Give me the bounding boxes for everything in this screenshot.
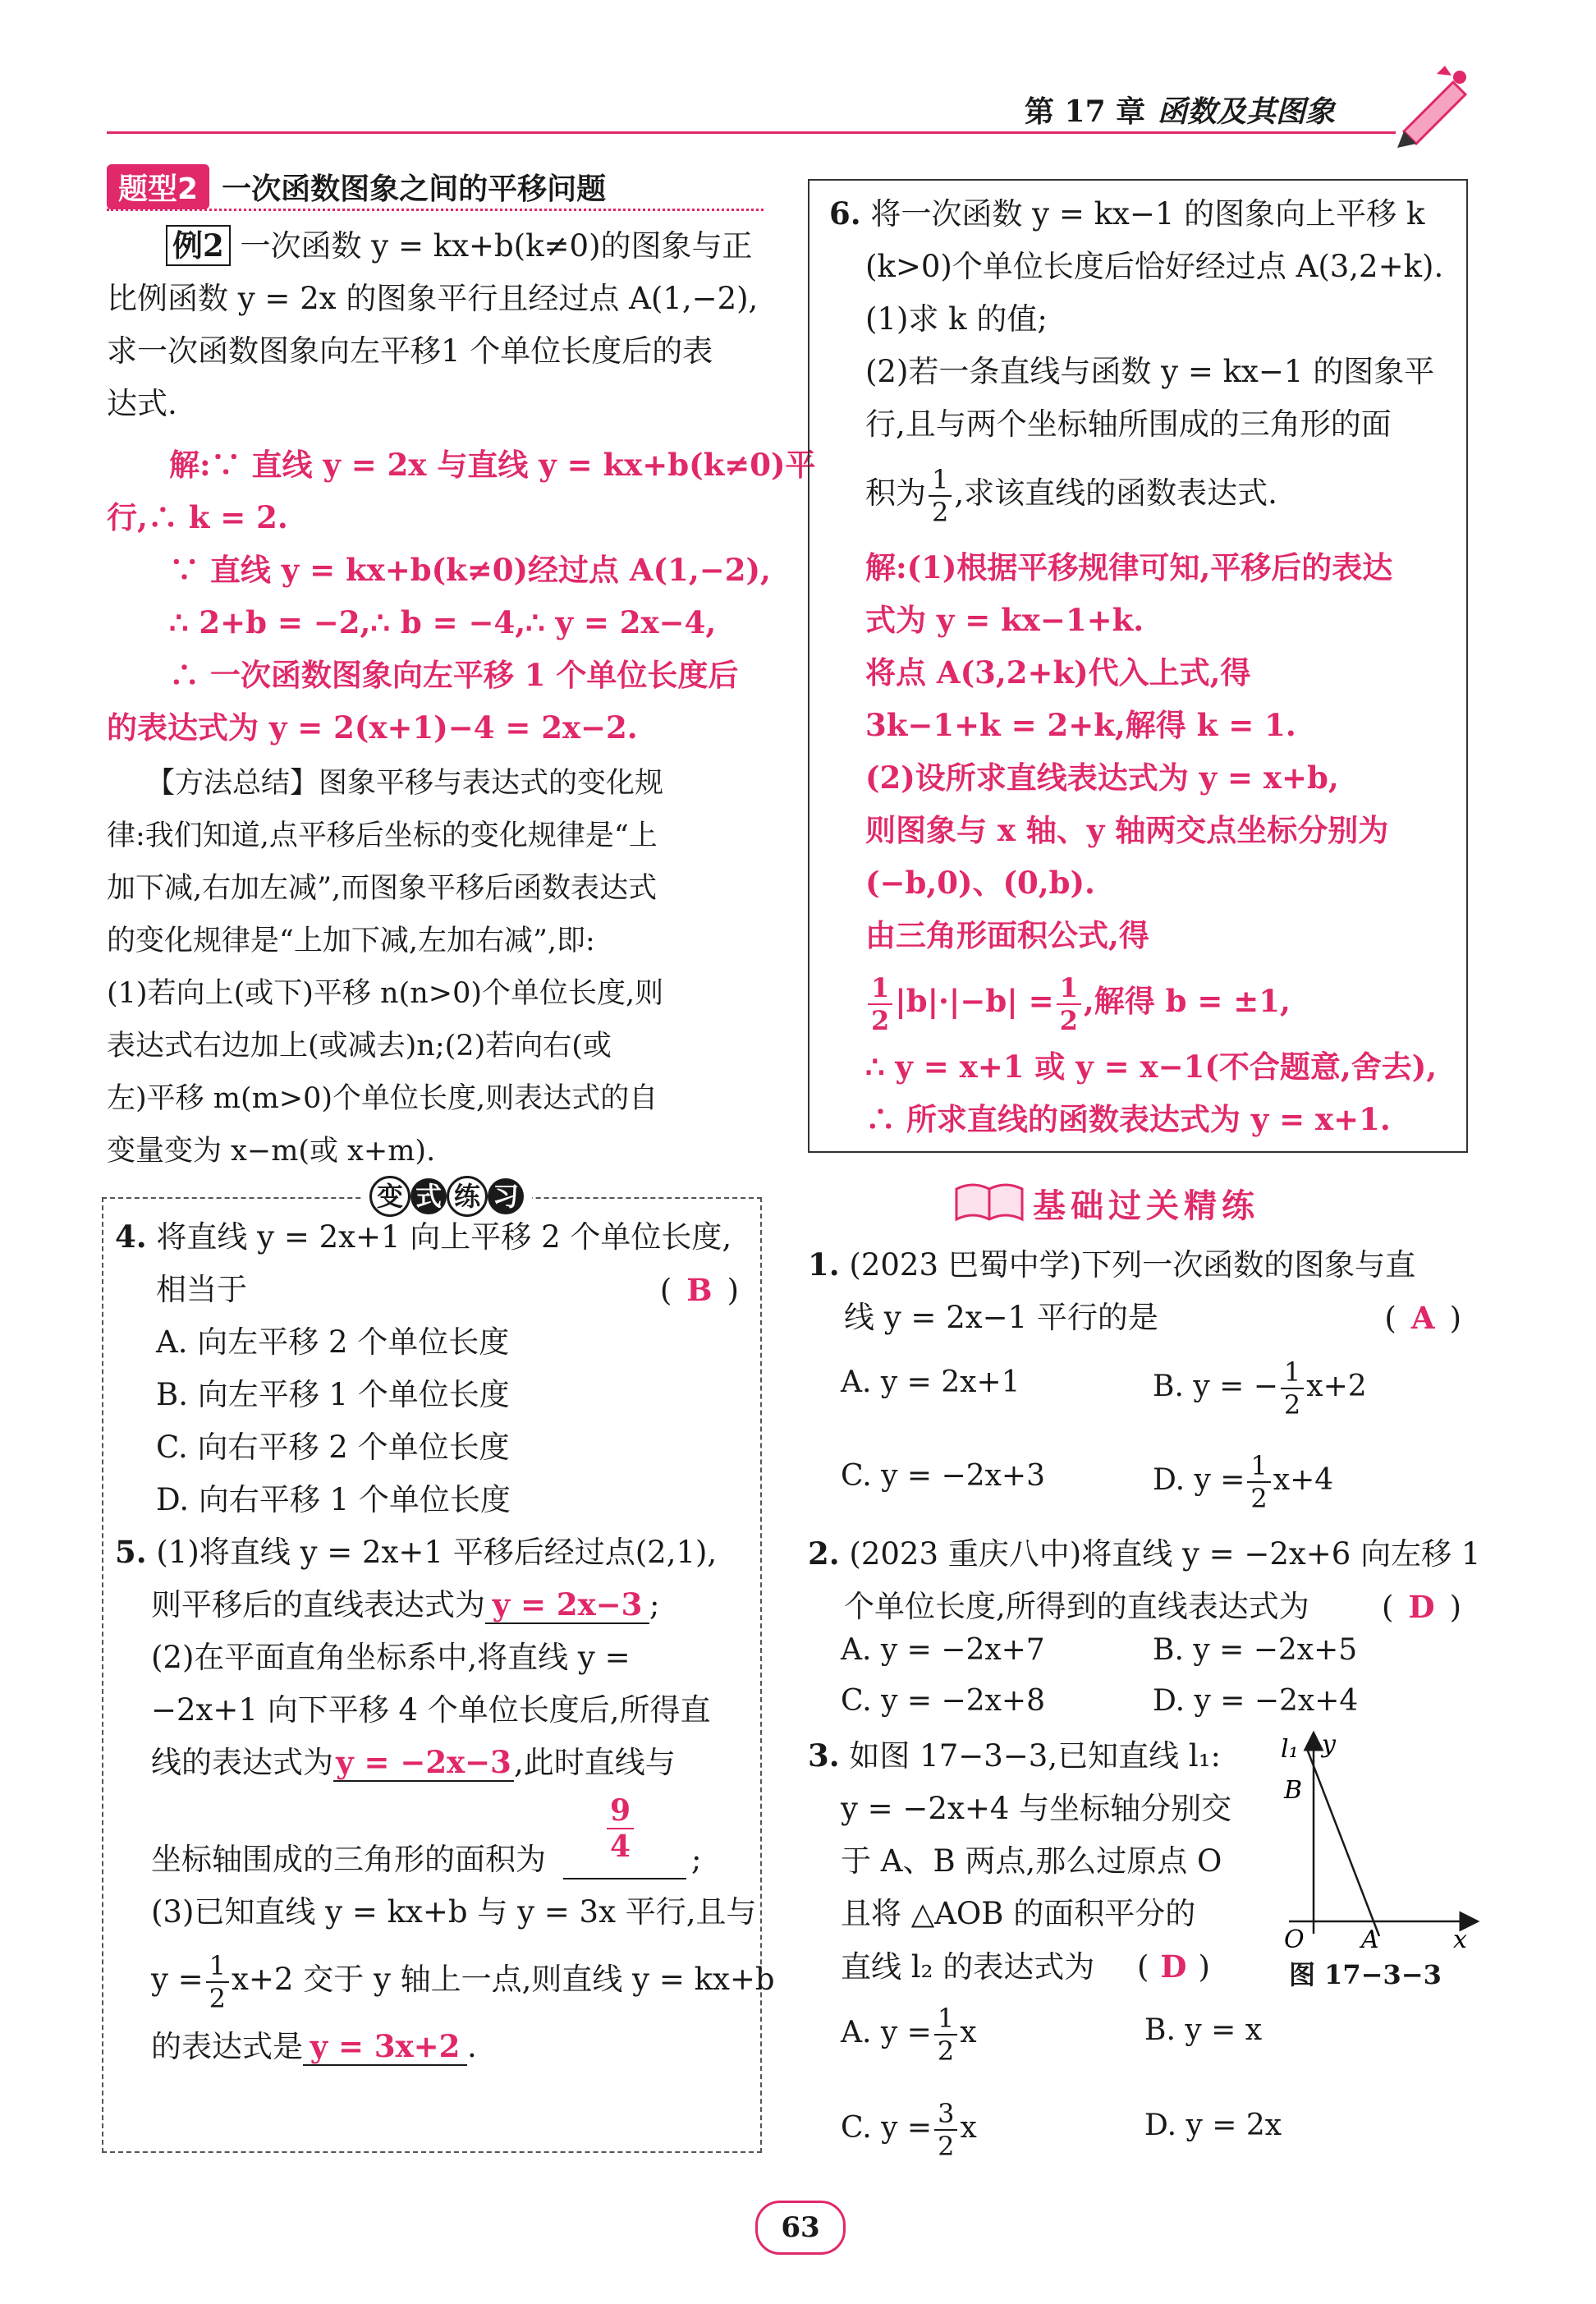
example-line: 求一次函数图象向左平移1 个单位长度后的表	[107, 333, 713, 369]
solution-line: ∵ 直线 y = kx+b(k≠0)经过点 A(1,−2),	[169, 552, 771, 588]
solution-line: ∴ 所求直线的函数表达式为 y = x+1.	[865, 1101, 1391, 1137]
fraction-denominator: 2	[209, 1982, 227, 2014]
question-text: 将一次函数 y = kx−1 的图象向上平移 k	[870, 196, 1425, 232]
example-solution	[107, 438, 816, 754]
fraction-numerator: 1	[929, 466, 952, 497]
option-b: B. y = − $\frac{1}{2}$ x+2	[1153, 1356, 1367, 1420]
solution-text: |b|·|−b| =	[895, 983, 1054, 1019]
practice-char: 习	[488, 1178, 524, 1214]
question-number: 4.	[115, 1219, 147, 1255]
solution-line: 3k−1+k = 2+k,解得 k = 1.	[865, 707, 1296, 743]
question-text: 积为	[865, 475, 926, 511]
fraction-denominator: 2	[932, 496, 949, 528]
question-text: ;	[691, 1842, 702, 1877]
answer-paren: (	[659, 1273, 672, 1308]
option-d: D. y = 2x	[1144, 2109, 1282, 2142]
example-line: 一次函数 y = kx+b(k≠0)的图象与正	[240, 228, 753, 264]
question-text: −2x+1 向下平移 4 个单位长度后,所得直	[151, 1692, 711, 1728]
option-a: A. y = −2x+7	[841, 1633, 1045, 1667]
question-4	[115, 1210, 755, 1526]
example-block	[107, 220, 764, 430]
method-line: 变量变为 x−m(或 x+m).	[107, 1135, 436, 1168]
label-x: x	[1453, 1925, 1467, 1954]
question-number: 2.	[808, 1535, 840, 1572]
solution-text: ,解得 b = ±1,	[1083, 983, 1291, 1019]
question-text: 则平移后的直线表达式为	[151, 1587, 485, 1622]
answer-blank: y = 3x+2	[303, 2028, 467, 2066]
label-o: O	[1284, 1925, 1305, 1954]
question-text: y =	[151, 1962, 204, 1997]
section-title: 基础过关精练	[1033, 1186, 1259, 1225]
question-text: x+2 交于 y 轴上一点,则直线 y = kx+b	[232, 1962, 775, 1997]
question-text: (3)已知直线 y = kx+b 与 y = 3x 平行,且与	[151, 1894, 757, 1930]
option: A. 向左平移 2 个单位长度	[156, 1324, 510, 1360]
option: B. 向左平移 1 个单位长度	[156, 1377, 510, 1412]
answer-blank: y = −2x−3	[333, 1744, 514, 1782]
question-text: (2023 重庆八中)将直线 y = −2x+6 向左移 1	[849, 1536, 1481, 1572]
fraction-numerator: 9	[607, 1796, 634, 1829]
question-text: y = −2x+4 与坐标轴分别交	[841, 1791, 1232, 1826]
figure-caption: 图 17−3−3	[1289, 1959, 1442, 1990]
problem-2: 2. (2023 重庆八中)将直线 y = −2x+6 向左移 1 个单位长度,所得到的直线表达式为 ( D ) A. y = −2x+7 B. y = −2x+5 C. y = −2x+8 D. y = −2x+4	[808, 1535, 1481, 1718]
question-text: (2023 巴蜀中学)下列一次函数的图象与直	[849, 1247, 1416, 1283]
question-number: 6.	[829, 195, 861, 232]
line-l1	[1307, 1749, 1379, 1936]
question-text: 于 A、B 两点,那么过原点 O	[841, 1843, 1222, 1879]
answer-paren: )	[727, 1273, 739, 1308]
question-stem: 相当于	[156, 1272, 247, 1307]
method-summary	[107, 757, 772, 1177]
solution-line: 将点 A(3,2+k)代入上式,得	[865, 654, 1251, 691]
fraction-numerator: 1	[1057, 975, 1081, 1005]
practice-char: 式	[410, 1178, 447, 1214]
book-icon	[952, 1177, 1026, 1229]
question-text: ;	[649, 1587, 660, 1622]
question-text: 行,且与两个坐标轴所围成的三角形的面	[865, 406, 1392, 442]
question-text: 且将 △AOB 的面积平分的	[841, 1896, 1196, 1931]
option-d: D. y = −2x+4	[1153, 1684, 1359, 1718]
option-c: C. y = −2x+3	[841, 1459, 1045, 1493]
fraction-numerator: 1	[868, 975, 892, 1005]
question-text: (1)求 k 的值;	[865, 301, 1048, 337]
label-l1: l₁	[1281, 1735, 1299, 1764]
pencil-decoration-icon	[1387, 66, 1478, 151]
question-text: 线的表达式为	[151, 1745, 333, 1780]
method-line: 左)平移 m(m>0)个单位长度,则表达式的自	[107, 1082, 658, 1115]
fraction-denominator: 2	[1059, 1004, 1078, 1036]
solution-line: ∴ 2+b = −2,∴ b = −4,∴ y = 2x−4,	[169, 604, 717, 640]
question-text: (1)将直线 y = 2x+1 平移后经过点(2,1),	[156, 1535, 718, 1570]
question-text: 如图 17−3−3,已知直线 l₁:	[849, 1738, 1221, 1774]
option-a: A. y = $\frac{1}{2}$ x	[841, 2003, 977, 2067]
header-rule	[107, 131, 1396, 134]
fraction-numerator: 1	[206, 1953, 229, 1983]
practice-char: 变	[369, 1176, 410, 1217]
method-line: 律:我们知道,点平移后坐标的变化规律是“上	[107, 819, 658, 852]
solution-line: 的表达式为 y = 2(x+1)−4 = 2x−2.	[107, 709, 638, 746]
page-number: 63	[781, 2211, 820, 2244]
example-line: 比例函数 y = 2x 的图象平行且经过点 A(1,−2),	[107, 281, 759, 316]
question-text: (2)若一条直线与函数 y = kx−1 的图象平	[865, 354, 1435, 389]
coordinate-graph	[1264, 1730, 1478, 1954]
solution-line: (2)设所求直线表达式为 y = x+b,	[865, 760, 1339, 796]
problem-1: 1. (2023 巴蜀中学)下列一次函数的图象与直 线 y = 2x−1 平行的是 ( A ) A. y = 2x+1 B. y = − $\frac{1}{2}$ x+2 C. y = −2x+3 D. y = $\frac{1}{2}$ x+4	[808, 1238, 1465, 1541]
method-line: 的变化规律是“上加下减,左加右减”,即:	[107, 925, 595, 957]
type-title: 一次函数图象之间的平移问题	[222, 172, 607, 206]
option-d: D. y = $\frac{1}{2}$ x+4	[1153, 1450, 1334, 1514]
type-heading	[107, 164, 764, 211]
solution-line: 解:∵ 直线 y = 2x 与直线 y = kx+b(k≠0)平	[169, 447, 816, 483]
question-text: 线 y = 2x−1 平行的是	[844, 1300, 1158, 1335]
answer-blank	[563, 1792, 686, 1879]
question-stem: 将直线 y = 2x+1 向上平移 2 个单位长度,	[156, 1219, 732, 1255]
question-text: ,求该直线的函数表达式.	[954, 475, 1277, 511]
question-number: 3.	[808, 1737, 840, 1774]
option: C. 向右平移 2 个单位长度	[156, 1430, 510, 1465]
answer-value: B	[686, 1272, 713, 1308]
answer-blank: y = 2x−3	[485, 1586, 649, 1624]
answer-value: D	[1408, 1589, 1435, 1625]
label-y: y	[1322, 1730, 1336, 1759]
solution-line: 行,∴ k = 2.	[107, 499, 288, 535]
question-text: (2)在平面直角坐标系中,将直线 y =	[151, 1640, 631, 1675]
chapter-title: 函数及其图象	[1158, 94, 1336, 129]
method-line: (1)若向上(或下)平移 n(n>0)个单位长度,则	[107, 977, 664, 1010]
question-text: 的表达式是	[151, 2029, 303, 2064]
question-text: (k>0)个单位长度后恰好经过点 A(3,2+k).	[865, 249, 1444, 284]
question-number: 5.	[115, 1534, 147, 1570]
option-a: A. y = 2x+1	[841, 1365, 1020, 1399]
label-a: A	[1361, 1925, 1379, 1954]
page-number-badge	[755, 2201, 846, 2255]
question-6	[829, 187, 1461, 1145]
question-text: .	[467, 2029, 477, 2064]
option-b: B. y = x	[1144, 2013, 1263, 2047]
option: D. 向右平移 1 个单位长度	[156, 1482, 511, 1517]
solution-line: ∴ 一次函数图象向左平移 1 个单位长度后	[169, 657, 739, 693]
question-text: 直线 l₂ 的表达式为	[841, 1949, 1095, 1985]
chapter-label: 第 17 章	[1025, 94, 1146, 129]
solution-line: 则图象与 x 轴、y 轴两交点坐标分别为	[865, 812, 1389, 848]
solution-line: 解:(1)根据平移规律可知,平移后的表达	[865, 549, 1393, 585]
answer-value: D	[1160, 1948, 1187, 1985]
fraction-denominator: 2	[871, 1004, 890, 1036]
answer-value: A	[1410, 1300, 1435, 1336]
solution-line: ∴ y = x+1 或 y = x−1(不合题意,舍去),	[865, 1049, 1438, 1085]
question-text: 个单位长度,所得到的直线表达式为	[844, 1589, 1309, 1624]
practice-char: 练	[447, 1176, 488, 1217]
section-header	[952, 1174, 1259, 1232]
method-line: 【方法总结】图象平移与表达式的变化规	[146, 767, 664, 800]
method-line: 加下减,右加左减”,而图象平移后函数表达式	[107, 872, 658, 905]
label-b: B	[1284, 1776, 1303, 1805]
problem-3: 3. 如图 17−3−3,已知直线 l₁: y = −2x+4 与坐标轴分别交 于 A、B 两点,那么过原点 O 且将 △AOB 的面积平分的 直线 l₂ 的表达式为 ( D ) A. y = $\frac{1}{2}$ x B. y = x C. y = $\frac{3}{2}$ x D. y = 2x	[808, 1729, 1465, 2187]
solution-line: 由三角形面积公式,得	[865, 917, 1149, 953]
question-text: 坐标轴围成的三角形的面积为	[151, 1842, 546, 1877]
method-line: 表达式右边加上(或减去)n;(2)若向右(或	[107, 1030, 612, 1063]
figure-17-3-3	[1264, 1730, 1478, 1995]
question-5	[115, 1526, 775, 2073]
option-b: B. y = −2x+5	[1153, 1633, 1358, 1667]
type-badge: 题型2	[107, 164, 209, 209]
question-number: 1.	[808, 1246, 840, 1283]
example-line: 达式.	[107, 386, 177, 421]
fraction-denominator: 4	[610, 1829, 631, 1864]
solution-line: (−b,0)、(0,b).	[865, 865, 1095, 901]
option-c: C. y = −2x+8	[841, 1684, 1045, 1718]
example-tag: 例2	[166, 225, 231, 266]
solution-line: 式为 y = kx−1+k.	[865, 602, 1144, 638]
question-text: ,此时直线与	[514, 1745, 676, 1780]
option-c: C. y = $\frac{3}{2}$ x	[841, 2098, 977, 2162]
